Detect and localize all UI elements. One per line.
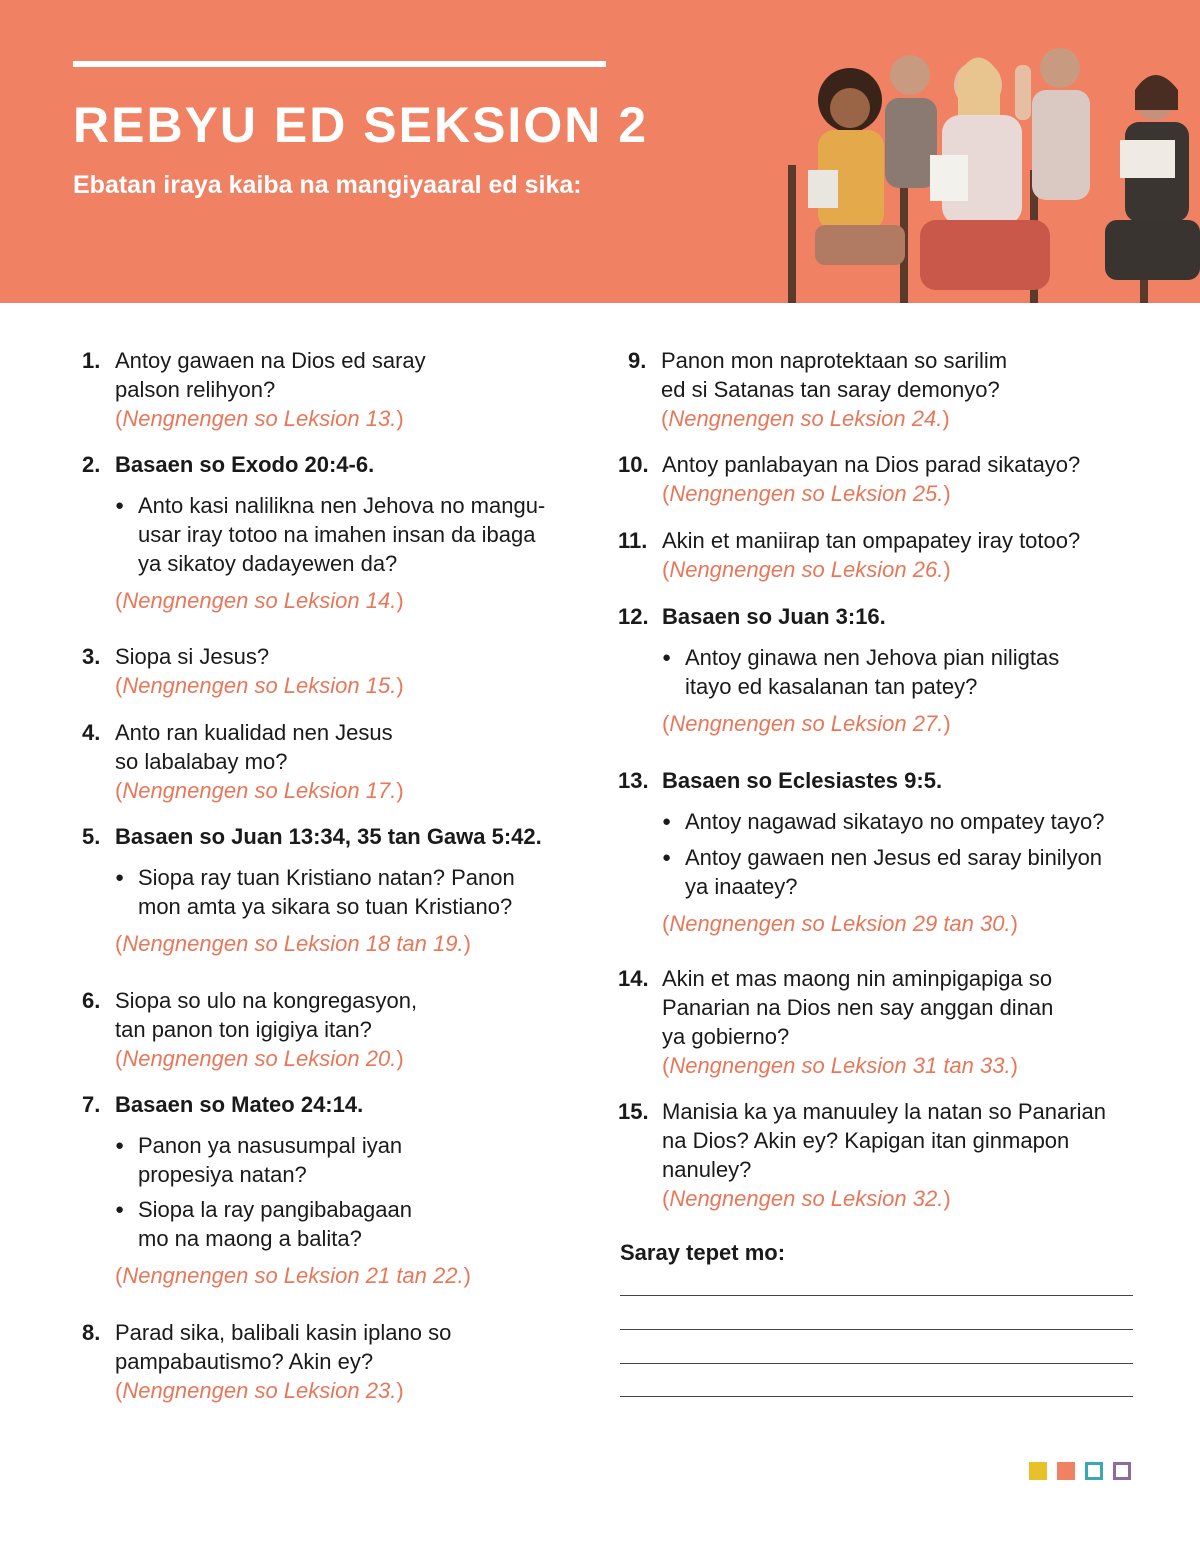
bullet-item: ● Anto kasi nalilikna nen Jehova no mangu- usar iray totoo na imahen insan da ibaga ya sikatoy dadayewen da? [115,491,582,578]
question-text: Panon mon naprotektaan so sarilim ed si Satanas tan saray demonyo? [661,348,1008,402]
question-text: Basaen so Juan 3:16. [662,604,886,629]
lesson-reference: (Nengnengen so Leksion 26.) [662,557,951,582]
question-number: 2. [82,452,101,477]
lesson-reference: (Nengnengen so Leksion 27.) [662,711,951,736]
question-text: Basaen so Eclesiastes 9:5. [662,768,943,793]
question-text: Basaen so Mateo 24:14. [115,1092,364,1117]
lesson-reference: (Nengnengen so Leksion 23.) [115,1378,404,1403]
note-line[interactable] [620,1363,1133,1364]
header-banner [0,0,1200,303]
lesson-reference: (Nengnengen so Leksion 24.) [661,406,950,431]
lesson-reference: (Nengnengen so Leksion 14.) [115,588,404,613]
header-rule [73,61,606,67]
question-text: Akin et maniirap tan ompapatey iray totoo? [662,528,1081,553]
note-line[interactable] [620,1329,1133,1330]
lesson-reference: (Nengnengen so Leksion 21 tan 22.) [115,1263,471,1288]
question-13 [618,766,1138,938]
question-text: Manisia ka ya manuuley la natan so Panarian na Dios? Akin ey? Kapigan itan ginmapon nanuley? [662,1099,1106,1182]
question-2 [82,450,582,615]
question-text: Anto ran kualidad nen Jesus so labalabay mo? [115,720,393,774]
lesson-reference: (Nengnengen so Leksion 20.) [115,1046,404,1071]
question-12 [618,602,1138,738]
note-line[interactable] [620,1295,1133,1296]
question-number: 15. [618,1099,649,1124]
bullet-item: ● Panon ya nasusumpal iyan propesiya natan? [115,1131,582,1189]
purple-square-outline [1113,1462,1131,1480]
seated-people-illustration [760,30,1200,303]
question-10 [618,450,1138,508]
bullet-item: ● Antoy nagawad sikatayo no ompatey tayo? [662,807,1138,836]
question-text: Basaen so Exodo 20:4-6. [115,452,375,477]
question-11 [618,526,1138,584]
bullet-item: ● Antoy ginawa nen Jehova pian niligtas itayo ed kasalanan tan patey? [662,643,1138,701]
question-number: 6. [82,988,101,1013]
question-text: Antoy gawaen na Dios ed saray palson relihyon? [115,348,426,402]
question-9 [628,346,1128,433]
lesson-reference: (Nengnengen so Leksion 15.) [115,673,404,698]
question-number: 8. [82,1320,101,1345]
question-6 [82,986,582,1073]
note-line[interactable] [620,1396,1133,1397]
question-number: 13. [618,768,649,793]
question-8 [82,1318,582,1405]
question-3 [82,642,582,700]
question-number: 9. [628,348,647,373]
yellow-square [1029,1462,1047,1480]
question-text: Parad sika, balibali kasin iplano so pampabautismo? Akin ey? [115,1320,452,1374]
lesson-reference: (Nengnengen so Leksion 32.) [662,1186,951,1211]
lesson-reference: (Nengnengen so Leksion 31 tan 33.) [662,1053,1018,1078]
question-1 [82,346,582,433]
question-number: 11. [618,528,648,553]
bullet-item: ● Antoy gawaen nen Jesus ed saray binilyon ya inaatey? [662,843,1138,901]
question-number: 3. [82,644,101,669]
question-number: 12. [618,604,649,629]
teal-square-outline [1085,1462,1103,1480]
question-4 [82,718,582,805]
lesson-reference: (Nengnengen so Leksion 13.) [115,406,404,431]
question-7 [82,1090,582,1290]
question-text: Siopa si Jesus? [115,644,270,669]
question-text: Akin et mas maong nin aminpigapiga so Panarian na Dios nen say anggan dinan ya gobierno? [662,966,1054,1049]
question-5 [82,822,602,958]
question-number: 5. [82,824,101,849]
lesson-reference: (Nengnengen so Leksion 17.) [115,778,404,803]
bullet-item: ● Siopa la ray pangibabagaan mo na maong a balita? [115,1195,582,1253]
notes-label: Saray tepet mo: [620,1240,786,1265]
orange-square [1057,1462,1075,1480]
question-text: Siopa so ulo na kongregasyon, tan panon ton igigiya itan? [115,988,418,1042]
question-number: 4. [82,720,101,745]
question-15 [618,1097,1138,1213]
question-text: Basaen so Juan 13:34, 35 tan Gawa 5:42. [115,824,542,849]
question-number: 14. [618,966,649,991]
question-number: 10. [618,452,649,477]
lesson-reference: (Nengnengen so Leksion 29 tan 30.) [662,911,1018,936]
bullet-item: ● Siopa ray tuan Kristiano natan? Panon mon amta ya sikara so tuan Kristiano? [115,863,602,921]
question-number: 1. [82,348,101,373]
page-title: REBYU ED SEKSION 2 [73,97,649,153]
question-number: 7. [82,1092,101,1117]
page-subtitle: Ebatan iraya kaiba na mangiyaaral ed sika: [73,171,582,199]
lesson-reference: (Nengnengen so Leksion 25.) [662,481,951,506]
lesson-reference: (Nengnengen so Leksion 18 tan 19.) [115,931,471,956]
question-14 [618,964,1138,1080]
question-text: Antoy panlabayan na Dios parad sikatayo? [662,452,1081,477]
